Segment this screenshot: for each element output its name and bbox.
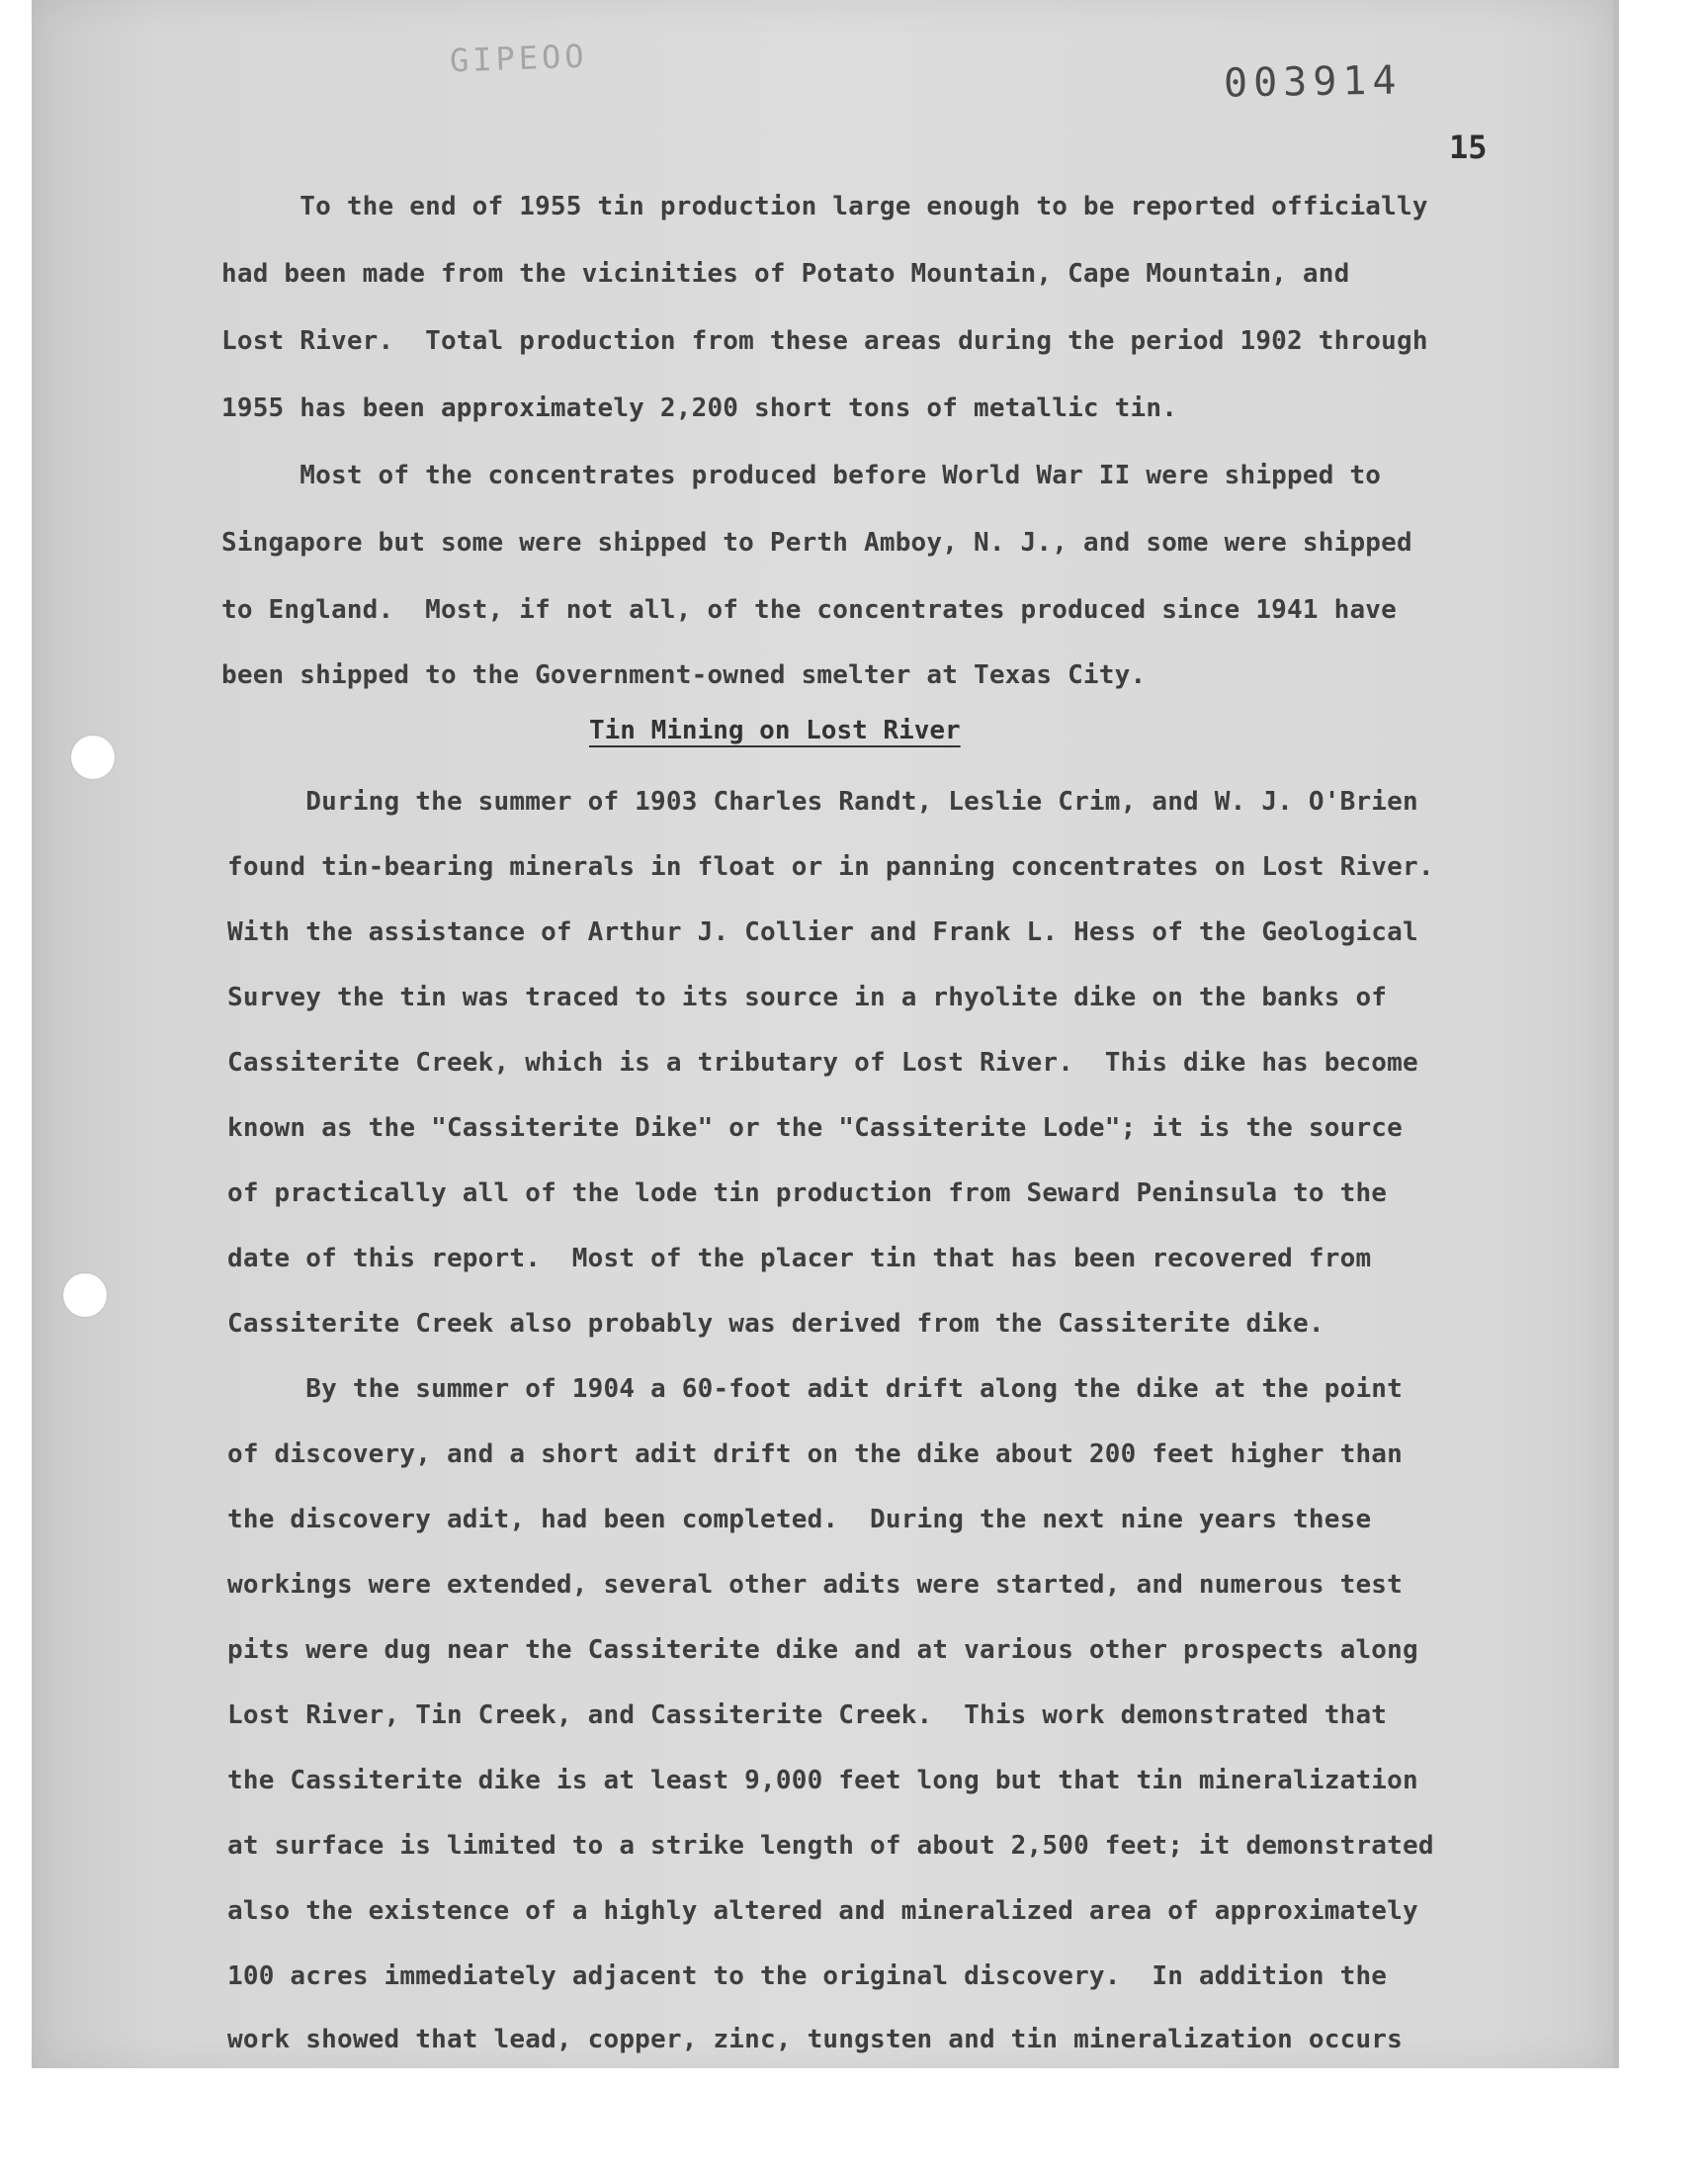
text-line: Lost River, Tin Creek, and Cassiterite Creek. This work demonstrated that xyxy=(227,1700,1388,1730)
section-heading: Tin Mining on Lost River xyxy=(589,716,961,745)
text-line: workings were extended, several other adits were started, and numerous test xyxy=(227,1570,1403,1600)
text-line: work showed that lead, copper, zinc, tungsten and tin mineralization occurs xyxy=(227,2025,1403,2054)
faint-stamp: GIPEOO xyxy=(449,37,589,80)
text-line: With the assistance of Arthur J. Collier and Frank L. Hess of the Geological xyxy=(227,917,1418,947)
punch-hole-lower xyxy=(63,1273,107,1317)
punch-hole-upper xyxy=(71,736,115,779)
text-line: found tin-bearing minerals in float or in panning concentrates on Lost River. xyxy=(227,852,1434,882)
document-number: 003914 xyxy=(1223,57,1403,107)
text-line: been shipped to the Government-owned smelter at Texas City. xyxy=(221,660,1147,690)
text-line: By the summer of 1904 a 60-foot adit drift along the dike at the point xyxy=(227,1374,1403,1404)
text-line: also the existence of a highly altered and mineralized area of approximately xyxy=(227,1896,1418,1926)
page-edge xyxy=(1613,0,1619,2068)
text-line: 100 acres immediately adjacent to the original discovery. In addition the xyxy=(227,1961,1388,1991)
text-line: Lost River. Total production from these areas during the period 1902 through xyxy=(221,326,1428,356)
text-line: date of this report. Most of the placer tin that has been recovered from xyxy=(227,1244,1372,1273)
text-line: of practically all of the lode tin production from Seward Peninsula to the xyxy=(227,1178,1388,1208)
text-line: known as the "Cassiterite Dike" or the "Cassiterite Lode"; it is the source xyxy=(227,1113,1403,1143)
text-line: the Cassiterite dike is at least 9,000 feet long but that tin mineralization xyxy=(227,1766,1418,1795)
text-line: pits were dug near the Cassiterite dike and at various other prospects along xyxy=(227,1635,1418,1665)
text-line: Cassiterite Creek also probably was derived from the Cassiterite dike. xyxy=(227,1309,1324,1339)
text-line: of discovery, and a short adit drift on the dike about 200 feet higher than xyxy=(227,1439,1403,1469)
text-line: at surface is limited to a strike length of about 2,500 feet; it demonstrated xyxy=(227,1831,1434,1861)
text-line: had been made from the vicinities of Potato Mountain, Cape Mountain, and xyxy=(221,259,1350,289)
text-line: to England. Most, if not all, of the concentrates produced since 1941 have xyxy=(221,595,1397,625)
text-line: Most of the concentrates produced before World War II were shipped to xyxy=(221,461,1382,490)
text-line: Survey the tin was traced to its source in a rhyolite dike on the banks of xyxy=(227,983,1388,1012)
document-page xyxy=(32,0,1613,2068)
text-line: 1955 has been approximately 2,200 short tons of metallic tin. xyxy=(221,393,1178,423)
text-line: During the summer of 1903 Charles Randt, Leslie Crim, and W. J. O'Brien xyxy=(227,787,1418,817)
text-line: Cassiterite Creek, which is a tributary of Lost River. This dike has become xyxy=(227,1048,1418,1078)
text-line: To the end of 1955 tin production large enough to be reported officially xyxy=(221,192,1428,221)
page-number: 15 xyxy=(1449,129,1488,166)
text-line: the discovery adit, had been completed. During the next nine years these xyxy=(227,1505,1372,1534)
text-line: Singapore but some were shipped to Perth Amboy, N. J., and some were shipped xyxy=(221,528,1412,558)
